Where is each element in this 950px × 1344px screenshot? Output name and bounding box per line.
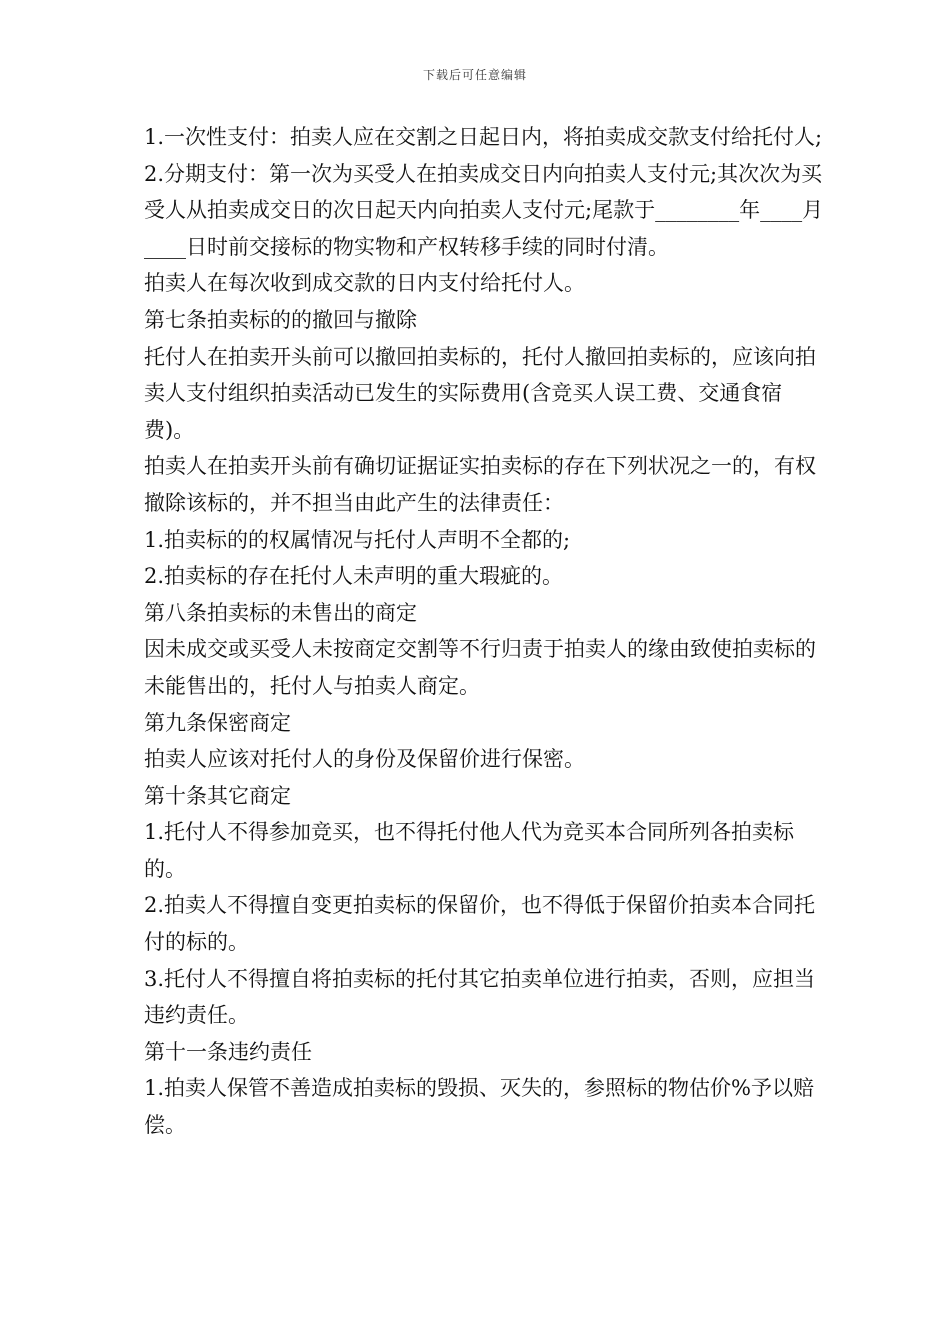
section-heading-article-11: 第十一条违约责任 [144, 1039, 312, 1064]
section-heading-article-10: 第十条其它商定 [144, 783, 291, 808]
header-note: 下载后可任意编辑 [422, 68, 527, 82]
list-item-other-2: 2.拍卖人不得擅自变更拍卖标的保留价，也不得低于保留价拍卖本合同托付的标的。 [144, 893, 816, 955]
section-heading-article-8: 第八条拍卖标的未售出的商定 [144, 600, 417, 625]
section-heading-article-7: 第七条拍卖标的的撤回与撤除 [144, 307, 417, 332]
paragraph-withdrawal: 托付人在拍卖开头前可以撤回拍卖标的，托付人撤回拍卖标的，应该向拍卖人支付组织拍卖活动已发生的实际费用(含竞买人误工费、交通食宿费)。 [144, 344, 816, 442]
document-body [144, 119, 824, 1144]
list-item-other-1: 1.托付人不得参加竞买，也不得托付他人代为竞买本合同所列各拍卖标的。 [144, 820, 795, 881]
paragraph-payment-installment: 2.分期支付：第一次为买受人在拍卖成交日内向拍卖人支付元;其次次为买受人从拍卖成交日的次日起天内向拍卖人支付元;尾款于________年____月____日时前交接标的物实物和产权转移手续的同时付清。 [144, 161, 824, 259]
paragraph-payment-lump-sum: 1.一次性支付：拍卖人应在交割之日起日内，将拍卖成交款支付给托付人; [144, 125, 823, 149]
paragraph-removal-conditions: 拍卖人在拍卖开头前有确切证据证实拍卖标的存在下列状况之一的，有权撤除该标的，并不担当由此产生的法律责任： [144, 454, 816, 515]
list-item-removal-1: 1.拍卖标的的权属情况与托付人声明不全都的; [144, 527, 571, 552]
paragraph-confidentiality: 拍卖人应该对托付人的身份及保留价进行保密。 [144, 747, 585, 772]
section-heading-article-9: 第九条保密商定 [144, 710, 291, 735]
list-item-other-3: 3.托付人不得擅自将拍卖标的托付其它拍卖单位进行拍卖，否则，应担当违约责任。 [144, 966, 816, 1028]
list-item-removal-2: 2.拍卖标的存在托付人未声明的重大瑕疵的。 [144, 564, 564, 589]
list-item-liability-1: 1.拍卖人保管不善造成拍卖标的毁损、灭失的，参照标的物估价%予以赔偿。 [144, 1076, 814, 1138]
paragraph-payment-timing: 拍卖人在每次收到成交款的日内支付给托付人。 [144, 271, 585, 296]
paragraph-unsold: 因未成交或买受人未按商定交割等不行归责于拍卖人的缘由致使拍卖标的未能售出的，托付人与拍卖人商定。 [144, 637, 816, 698]
